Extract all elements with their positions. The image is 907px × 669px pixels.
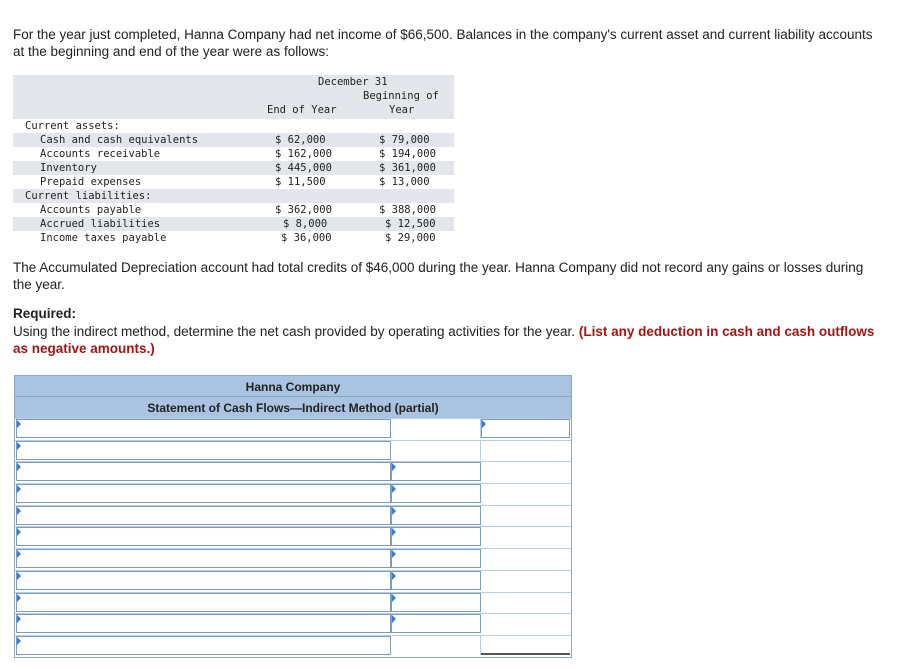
answer-total-input[interactable] (481, 571, 570, 590)
intro-text: For the year just completed, Hanna Company had net income of $66,500. Balances in the company's current asset and current liability accounts at the beginning and end of the year were as follows: (13, 27, 873, 59)
amount-marker-icon (392, 463, 396, 471)
answer-row (15, 418, 571, 440)
answer-total-input[interactable] (481, 636, 570, 655)
end-value: $ 8,000 (283, 218, 328, 230)
answer-total-input[interactable] (481, 441, 570, 460)
amount-marker-icon (392, 615, 396, 623)
answer-table-title (15, 376, 571, 418)
end-value: $ 36,000 (281, 232, 332, 244)
required-title: Required: (13, 306, 77, 321)
answer-label-input[interactable] (16, 484, 391, 503)
row-label: Accrued liabilities (40, 218, 161, 230)
header-beginning-year: Year (389, 104, 415, 116)
dropdown-marker-icon (17, 637, 21, 645)
statement-title: Statement of Cash Flows—Indirect Method (partial) (147, 401, 439, 415)
table-row (13, 203, 454, 217)
dropdown-marker-icon (17, 572, 21, 580)
answer-amount-input[interactable] (391, 441, 481, 460)
answer-amount-input[interactable] (391, 549, 481, 568)
current-assets-label: Current assets: (25, 120, 120, 132)
row-label: Accounts payable (40, 204, 142, 216)
beginning-value: $ 79,000 (379, 134, 430, 146)
beginning-value: $ 361,000 (379, 162, 436, 174)
table-row (13, 175, 454, 189)
section-current-liabilities (13, 189, 454, 203)
beginning-value: $ 13,000 (379, 176, 430, 188)
amount-marker-icon (392, 550, 396, 558)
beginning-value: $ 12,500 (385, 218, 436, 230)
header-beginning: Beginning of (363, 90, 439, 102)
answer-amount-input[interactable] (391, 614, 481, 633)
beginning-value: $ 29,000 (385, 232, 436, 244)
end-value: $ 11,500 (275, 176, 326, 188)
header-end-of-year: End of Year (267, 104, 337, 116)
dropdown-marker-icon (17, 420, 21, 428)
dropdown-marker-icon (17, 485, 21, 493)
answer-row (15, 570, 571, 592)
answer-row (15, 483, 571, 505)
answer-total-input[interactable] (481, 419, 570, 438)
dropdown-marker-icon (17, 550, 21, 558)
dropdown-marker-icon (17, 528, 21, 536)
answer-label-input[interactable] (16, 506, 391, 525)
answer-label-input[interactable] (16, 614, 391, 633)
amount-marker-icon (392, 594, 396, 602)
table-row (13, 217, 454, 231)
answer-label-input[interactable] (16, 636, 391, 655)
answer-label-input[interactable] (16, 593, 391, 612)
balance-table-header (13, 75, 454, 119)
answer-amount-input[interactable] (391, 419, 481, 438)
amount-marker-icon (392, 507, 396, 515)
company-name: Hanna Company (245, 380, 341, 394)
answer-amount-input[interactable] (391, 462, 481, 481)
required-note: (List any deduction in cash and cash outflows as negative amounts.) (13, 324, 875, 356)
end-value: $ 445,000 (275, 162, 332, 174)
total-marker-icon (482, 420, 486, 428)
answer-total-input[interactable] (481, 527, 570, 546)
required-instruction: Using the indirect method, determine the net cash provided by operating activities for the year. (13, 324, 576, 339)
answer-total-input[interactable] (481, 484, 570, 503)
answer-row (15, 592, 571, 614)
dropdown-marker-icon (17, 615, 21, 623)
answer-row (15, 440, 571, 462)
end-value: $ 362,000 (275, 204, 332, 216)
answer-total-input[interactable] (481, 506, 570, 525)
row-label: Income taxes payable (40, 232, 167, 244)
table-row (13, 133, 454, 147)
answer-row (15, 505, 571, 527)
answer-total-input[interactable] (481, 549, 570, 568)
answer-label-input[interactable] (16, 527, 391, 546)
answer-row (15, 526, 571, 548)
answer-row (15, 461, 571, 483)
balance-table (13, 75, 454, 245)
dropdown-marker-icon (17, 594, 21, 602)
answer-row (15, 635, 571, 657)
answer-rows (15, 418, 571, 657)
answer-total-input[interactable] (481, 593, 570, 612)
required-text (13, 323, 893, 357)
dropdown-marker-icon (17, 442, 21, 450)
answer-label-input[interactable] (16, 462, 391, 481)
answer-total-input[interactable] (481, 614, 570, 633)
answer-label-input[interactable] (16, 549, 391, 568)
row-label: Prepaid expenses (40, 176, 142, 188)
row-label: Accounts receivable (40, 148, 161, 160)
table-row (13, 231, 454, 245)
answer-label-input[interactable] (16, 419, 391, 438)
answer-label-input[interactable] (16, 571, 391, 590)
beginning-value: $ 194,000 (379, 148, 436, 160)
answer-row (15, 613, 571, 635)
amount-marker-icon (392, 485, 396, 493)
amount-marker-icon (392, 528, 396, 536)
answer-amount-input[interactable] (391, 506, 481, 525)
table-row (13, 161, 454, 175)
answer-amount-input[interactable] (391, 593, 481, 612)
answer-row (15, 548, 571, 570)
answer-total-input[interactable] (481, 462, 570, 481)
current-liabilities-label: Current liabilities: (25, 190, 152, 202)
header-december: December 31 (318, 76, 388, 88)
answer-amount-input[interactable] (391, 571, 481, 590)
dropdown-marker-icon (17, 507, 21, 515)
section-current-assets (13, 119, 454, 133)
answer-amount-input[interactable] (391, 484, 481, 503)
beginning-value: $ 388,000 (379, 204, 436, 216)
cash-flow-answer-table (14, 375, 572, 658)
answer-amount-input[interactable] (391, 527, 481, 546)
end-value: $ 62,000 (275, 134, 326, 146)
row-label: Cash and cash equivalents (40, 134, 199, 146)
end-value: $ 162,000 (275, 148, 332, 160)
answer-label-input[interactable] (16, 441, 391, 460)
amount-marker-icon (392, 572, 396, 580)
depreciation-paragraph: The Accumulated Depreciation account had total credits of $46,000 during the year. Hanna Company did not record any gains or losses during the year. (13, 260, 864, 292)
table-row (13, 147, 454, 161)
title-divider (15, 396, 571, 397)
dropdown-marker-icon (17, 463, 21, 471)
answer-amount-input[interactable] (391, 636, 481, 655)
row-label: Inventory (40, 162, 97, 174)
